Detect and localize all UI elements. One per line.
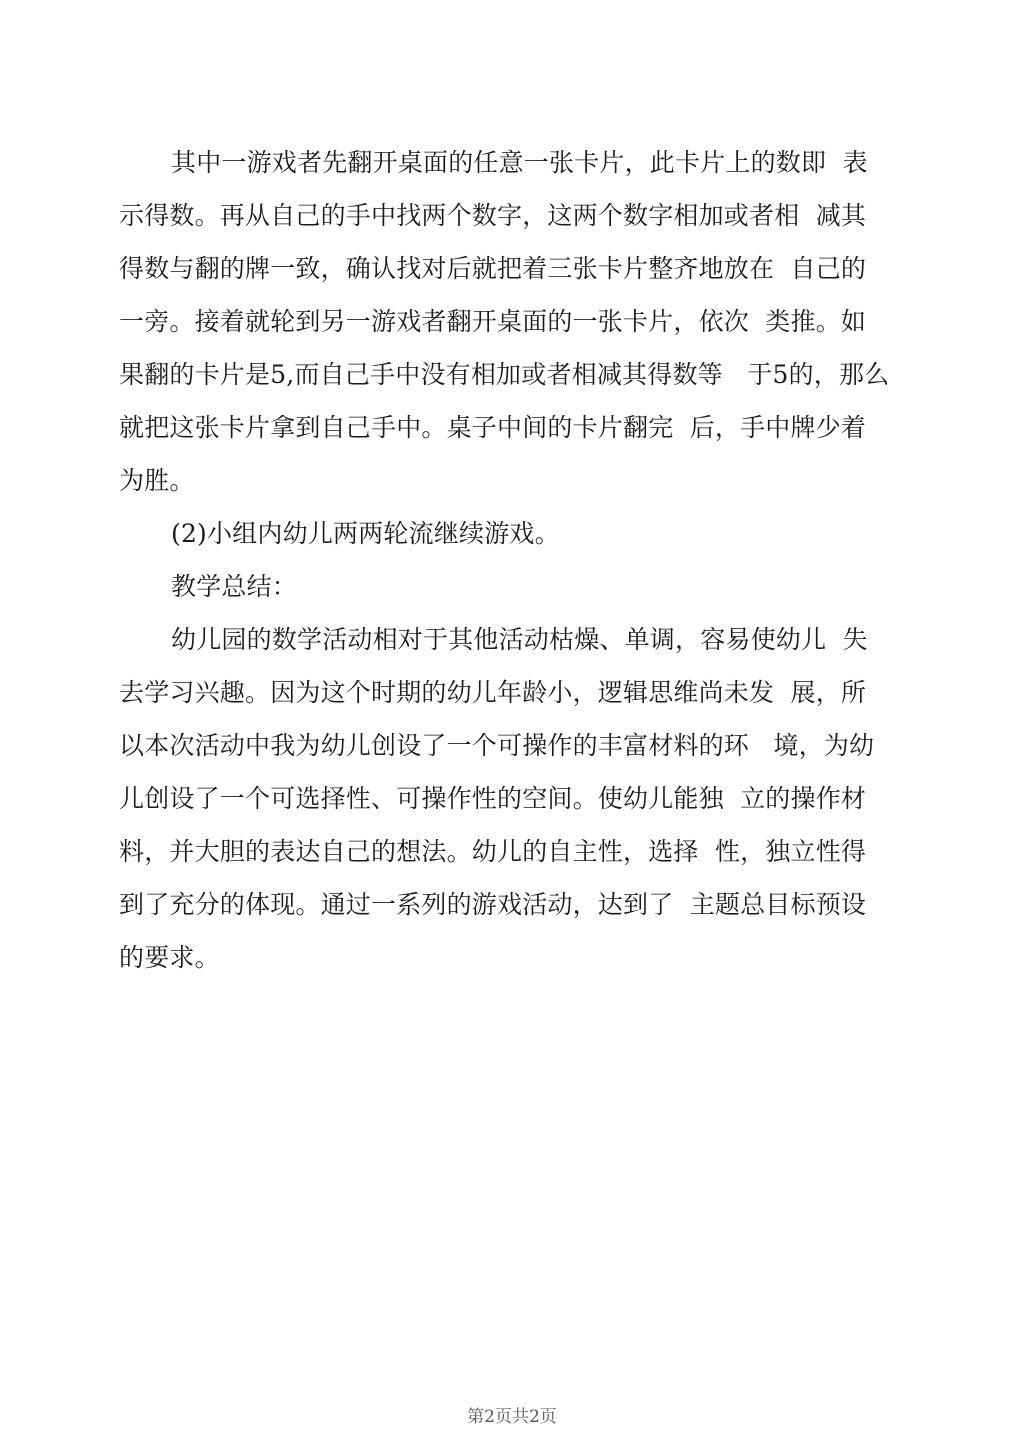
paragraph-2-line-7: 的要求。 — [119, 943, 220, 972]
paragraph-1-line-2: 示得数。再从自己的手中找两个数字，这两个数字相加或者相 减其 — [119, 201, 867, 230]
paragraph-2-line-2: 去学习兴趣。因为这个时期的幼儿年龄小，逻辑思维尚未发 展，所 — [119, 678, 867, 707]
paragraph-1-line-6: 就把这张卡片拿到自己手中。桌子中间的卡片翻完 后，手中牌少着 — [119, 413, 867, 442]
paragraph-1-line-5: 果翻的卡片是5,而自己手中没有相加或者相减其得数等 于5的，那么 — [119, 360, 890, 389]
paragraph-1-line-7: 为胜。 — [119, 466, 195, 495]
page-footer: 第2页共2页 — [467, 1407, 557, 1427]
paragraph-1-line-4: 一旁。接着就轮到另一游戏者翻开桌面的一张卡片，依次 类推。如 — [119, 307, 867, 336]
paragraph-2-line-6: 到了充分的体现。通过一系列的游戏活动，达到了 主题总目标预设 — [119, 890, 867, 919]
paragraph-1-line-1: 其中一游戏者先翻开桌面的任意一张卡片，此卡片上的数即 表 — [171, 148, 868, 177]
summary-heading: 教学总结： — [171, 572, 298, 601]
paragraph-2-line-4: 儿创设了一个可选择性、可操作性的空间。使幼儿能独 立的操作材 — [119, 784, 867, 813]
paragraph-2-line-3: 以本次活动中我为幼儿创设了一个可操作的丰富材料的环 境，为幼 — [119, 731, 875, 760]
paragraph-2-line-5: 料，并大胆的表达自己的想法。幼儿的自主性，选择 性，独立性得 — [119, 837, 867, 866]
paragraph-2-line-1: 幼儿园的数学活动相对于其他活动枯燥、单调，容易使幼儿 失 — [171, 625, 868, 654]
paragraph-1-line-3: 得数与翻的牌一致，确认找对后就把着三张卡片整齐地放在 自己的 — [119, 254, 867, 283]
step-2-text: (2)小组内幼儿两两轮流继续游戏。 — [171, 519, 560, 548]
